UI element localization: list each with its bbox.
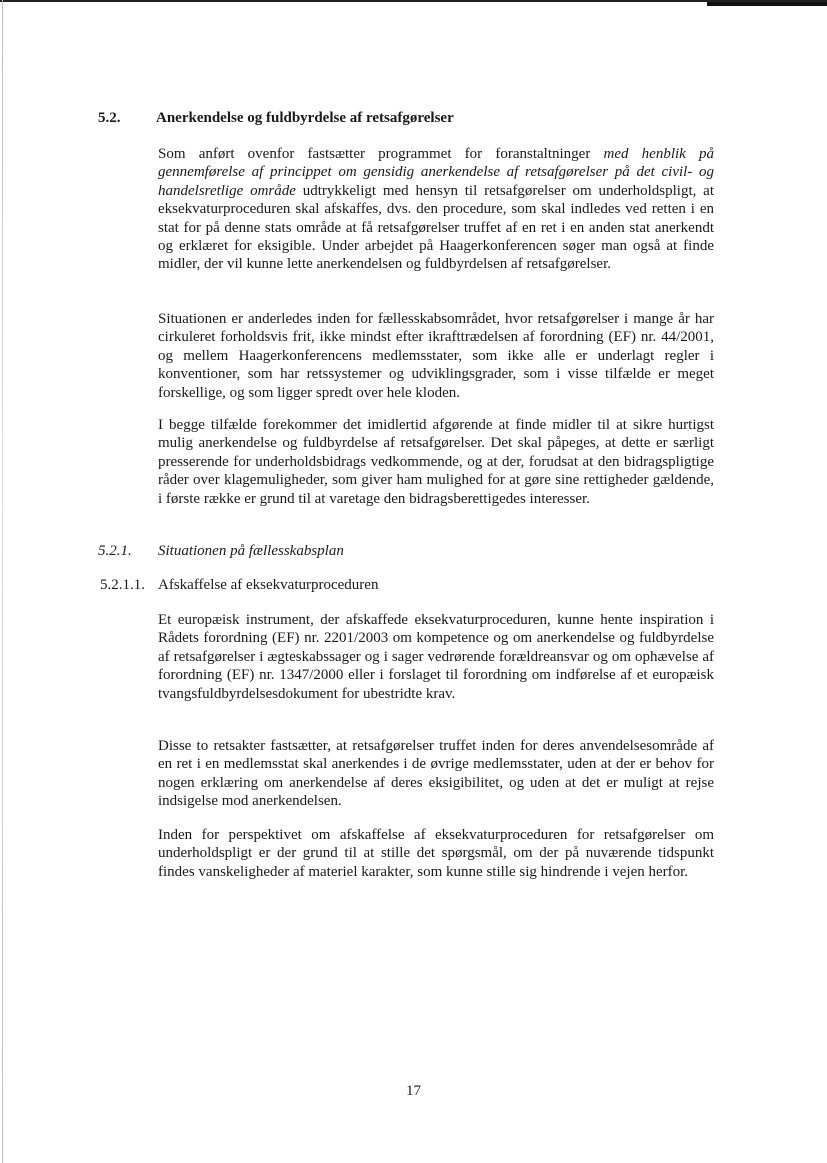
paragraph-3: I begge tilfælde forekommer det imidlertid afgørende at finde midler til at sikre hurtigst mulig anerkendelse og fuldbyrdelse af retsafgørelser. Det skal påpeges, at dette er særligt presserende for underholdsbidrags vedkommende, og at der, forudsat at den bidragspligtige råder over klagemuligheder, som giver ham mulighed for at gøre sine rettigheder gældende, i første række er grund til at varetage den bidragsberettigedes interesser. (158, 417, 714, 507)
paragraph-5: Disse to retsakter fastsætter, at retsafgørelser truffet inden for deres anvendelsesområde af en ret i en medlemsstat skal anerkendes i de øvrige medlemsstater, uden at der er behov for nogen erklæring om anerkendelse af deres eksigibilitet, og uden at det er muligt at rejse indsigelse mod anerkendelsen. (158, 738, 714, 810)
scan-top-border-right (707, 2, 827, 6)
scan-left-edge (2, 0, 3, 1163)
paragraph-1-italic-phrase: med henblik på gennemførelse af princippet om gensidig anerkendelse af retsafgørelser på det civil- og handelsretlige område (158, 146, 715, 199)
scan-top-border (0, 0, 827, 6)
paragraph-1-text-c: udtrykkeligt med hensyn til retsafgørelser om underholdspligt, at eksekvaturproceduren skal afskaffes, dvs. den procedure, som skal indledes ved retten i en stat for på denne stats område at få retsafgørelser truffet af en ret i en anden stat anerkendt og erklæret for eksigible. Under arbejdet på Haagerkonferencen søger man også at finde midler, der vil kunne lette anerkendelsen og fuldbyrdelsen af retsafgørelser. (158, 182, 715, 273)
sub-subsection-title: Afskaffelse af eksekvaturproceduren (158, 577, 379, 593)
subsection-title: Situationen på fællesskabsplan (158, 543, 344, 559)
paragraph-1-text-a: Som anført ovenfor fastsætter programmet for foranstaltninger (158, 146, 604, 162)
section-number: 5.2. (98, 110, 121, 126)
page-number: 17 (406, 1083, 421, 1099)
section-title: Anerkendelse og fuldbyrdelse af retsafgørelser (156, 110, 454, 126)
sub-subsection-number: 5.2.1.1. (100, 577, 145, 593)
paragraph-2: Situationen er anderledes inden for fællesskabsområdet, hvor retsafgørelser i mange år har cirkuleret forholdsvis frit, ikke mindst efter ikrafttrædelsen af forordning (EF) nr. 44/2001, og mellem Haagerkonferencens medlemsstater, som ikke alle er underlagt regler i konventioner, som har retssystemer og udviklingsgrader, som i visse tilfælde er meget forskellige, og som ligger spredt over hele kloden. (158, 311, 714, 401)
subsection-number: 5.2.1. (98, 543, 132, 559)
paragraph-1 (158, 145, 714, 274)
paragraph-6: Inden for perspektivet om afskaffelse af eksekvaturproceduren for retsafgørelser om underholdspligt er der grund til at stille det spørgsmål, om der på nuværende tidspunkt findes vanskeligheder af materiel karakter, som kunne stille sig hindrende i vejen herfor. (158, 827, 714, 880)
paragraph-4: Et europæisk instrument, der afskaffede eksekvaturproceduren, kunne hente inspiration i Rådets forordning (EF) nr. 2201/2003 om kompetence og om anerkendelse og fuldbyrdelse af retsafgørelser i ægteskabssager og i sager vedrørende forældreansvar og om ophævelse af forordning (EF) nr. 1347/2000 eller i forslaget til forordning om indførelse af et europæisk tvangsfuldbyrdelsesdokument for ubestridte krav. (158, 612, 714, 702)
